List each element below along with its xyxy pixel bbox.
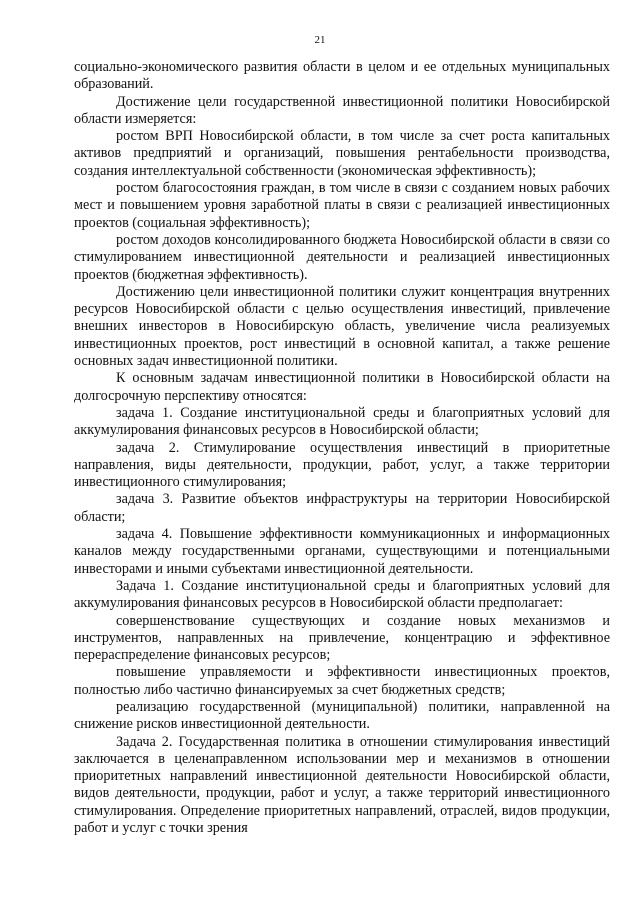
- paragraph-8: задача 1. Создание институциональной среды и благоприятных условий для аккумулирования финансовых ресурсов в Новосибирской области;: [74, 404, 610, 439]
- paragraph-4: ростом благосостояния граждан, в том числе в связи с созданием новых рабочих мест и повышением уровня заработной платы в связи с реализацией инвестиционных проектов (социальная эффективность);: [74, 180, 610, 231]
- paragraph-3: ростом ВРП Новосибирской области, в том числе за счет роста капитальных активов предприятий и организаций, повышения рентабельности производства, создания интеллектуальной собственности (экономическая эффективность);: [74, 128, 610, 179]
- paragraph-10: задача 3. Развитие объектов инфраструктуры на территории Новосибирской области;: [74, 491, 610, 525]
- paragraph-1: социально-экономического развития области в целом и ее отдельных муниципальных образований.: [74, 59, 610, 93]
- paragraph-9: задача 2. Стимулирование осуществления инвестиций в приоритетные направления, виды деятельности, продукции, работ, услуг, а также территории инвестиционного стимулирования;: [74, 439, 610, 491]
- paragraph-5: ростом доходов консолидированного бюджета Новосибирской области в связи со стимулированием инвестиционной деятельности и реализацией инвестиционных проектов (бюджетная эффективность).: [74, 231, 610, 283]
- document-body: [74, 59, 610, 837]
- paragraph-12: Задача 1. Создание институциональной среды и благоприятных условий для аккумулирования финансовых ресурсов в Новосибирской области предполагает:: [74, 577, 610, 612]
- paragraph-11: задача 4. Повышение эффективности коммуникационных и информационных каналов между государственными органами, существующими и потенциальными инвесторами и иными субъектами инвестиционной деятельности.: [74, 526, 610, 577]
- paragraph-6: Достижению цели инвестиционной политики служит концентрация внутренних ресурсов Новосибирской области с целью осуществления инвестиций, привлечение внешних инвесторов в Новосибирскую область, увеличение числа реализуемых инвестиционных проектов, рост инвестиций в основной капитал, а также решение основных задач инвестиционной политики.: [74, 283, 610, 370]
- paragraph-7: К основным задачам инвестиционной политики в Новосибирской области на долгосрочную перспективу относятся:: [74, 370, 610, 404]
- paragraph-15: реализацию государственной (муниципальной) политики, направленной на снижение рисков инвестиционной деятельности.: [74, 698, 610, 733]
- paragraph-2: Достижение цели государственной инвестиционной политики Новосибирской области измеряется:: [74, 93, 610, 127]
- paragraph-13: совершенствование существующих и создание новых механизмов и инструментов, направленных на привлечение, концентрацию и эффективное перераспределение финансовых ресурсов;: [74, 612, 610, 664]
- paragraph-16: Задача 2. Государственная политика в отношении стимулирования инвестиций заключается в целенаправленном использовании мер и механизмов в отношении приоритетных направлений инвестиционной деятельности Новосибирской области, видов деятельности, продукции, работ и услуг, а также территорий инвестиционного стимулирования. Определение приоритетных направлений, отраслей, видов продукции, работ и услуг с точки зрения: [74, 733, 610, 837]
- paragraph-14: повышение управляемости и эффективности инвестиционных проектов, полностью либо частично финансируемых за счет бюджетных средств;: [74, 664, 610, 698]
- page-number: 21: [314, 34, 326, 46]
